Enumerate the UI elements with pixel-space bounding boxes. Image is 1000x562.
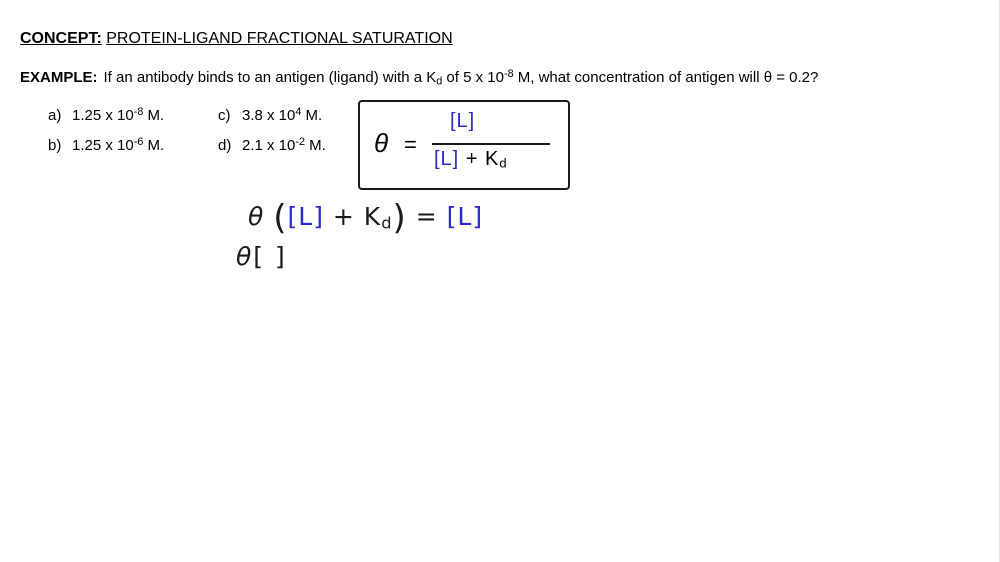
choice-c-base: 3.8 x 10 (242, 106, 296, 124)
example-text-part3: M, what concentration of antigen will θ = 0.2? (513, 68, 819, 86)
concept-label: CONCEPT: (20, 30, 102, 47)
step2-empty-bracket: [ ] (253, 242, 287, 271)
step1-result: [L] (446, 202, 484, 231)
choice-d-unit: M. (304, 136, 326, 154)
choice-d-exponent: -2 (295, 136, 305, 148)
formula-numerator: [L] (450, 110, 476, 132)
choice-c-exponent: 4 (295, 106, 302, 118)
choice-a-base: 1.25 x 10 (72, 106, 134, 124)
formula-theta: θ (374, 128, 389, 158)
answer-choices (48, 106, 326, 166)
choice-a-exponent: -8 (133, 106, 144, 118)
handwritten-step-2 (236, 242, 287, 271)
formula-denominator-ligand: [L] (434, 148, 460, 170)
choice-row-2 (48, 136, 326, 166)
step1-equals: = (406, 202, 447, 231)
choice-b-letter: b) (48, 136, 62, 154)
step1-theta: θ (248, 202, 265, 231)
step1-kd-sub: d (381, 213, 393, 233)
choice-d-base: 2.1 x 10 (242, 136, 296, 154)
choice-c-letter: c) (218, 106, 231, 124)
choice-d-text (242, 136, 326, 154)
step1-plus-kd: + K (323, 202, 382, 231)
kd-subscript: d (436, 75, 443, 88)
choice-c[interactable] (218, 106, 322, 124)
formula-fraction-bar (432, 143, 550, 145)
choice-a-letter: a) (48, 106, 62, 124)
formula-denominator (434, 148, 508, 171)
choice-a-unit: M. (143, 106, 165, 124)
step1-close-paren: ) (392, 198, 407, 238)
choice-c-unit: M. (301, 106, 323, 124)
choice-row-1 (48, 106, 326, 136)
exponent-1: -8 (503, 68, 514, 80)
concept-heading (20, 30, 453, 48)
concept-title: PROTEIN-LIGAND FRACTIONAL SATURATION (106, 30, 453, 47)
choice-a-text (72, 106, 164, 124)
choice-a[interactable] (48, 106, 218, 124)
fractional-saturation-formula-box (358, 100, 570, 190)
step1-ligand: [L] (287, 202, 324, 231)
choice-d-letter: d) (218, 136, 232, 154)
formula-denominator-kd-sub: d (499, 155, 508, 171)
formula-equals: = (404, 132, 417, 157)
example-label: EXAMPLE: (20, 68, 98, 86)
choice-b-unit: M. (143, 136, 165, 154)
example-question (20, 68, 818, 88)
choice-b-base: 1.25 x 10 (72, 136, 134, 154)
choice-d[interactable] (218, 136, 326, 154)
example-text-part2: of 5 x 10 (442, 68, 504, 86)
choice-b-exponent: -6 (133, 136, 144, 148)
choice-b[interactable] (48, 136, 218, 154)
step1-open-paren: ( (273, 198, 288, 238)
formula-denominator-plus: + K (459, 148, 500, 170)
handwritten-step-1 (248, 198, 483, 238)
step2-theta: θ (236, 242, 254, 271)
choice-c-text (242, 106, 322, 124)
example-text-part1: If an antibody binds to an antigen (ligand) with a K (103, 68, 437, 86)
choice-b-text (72, 136, 164, 154)
